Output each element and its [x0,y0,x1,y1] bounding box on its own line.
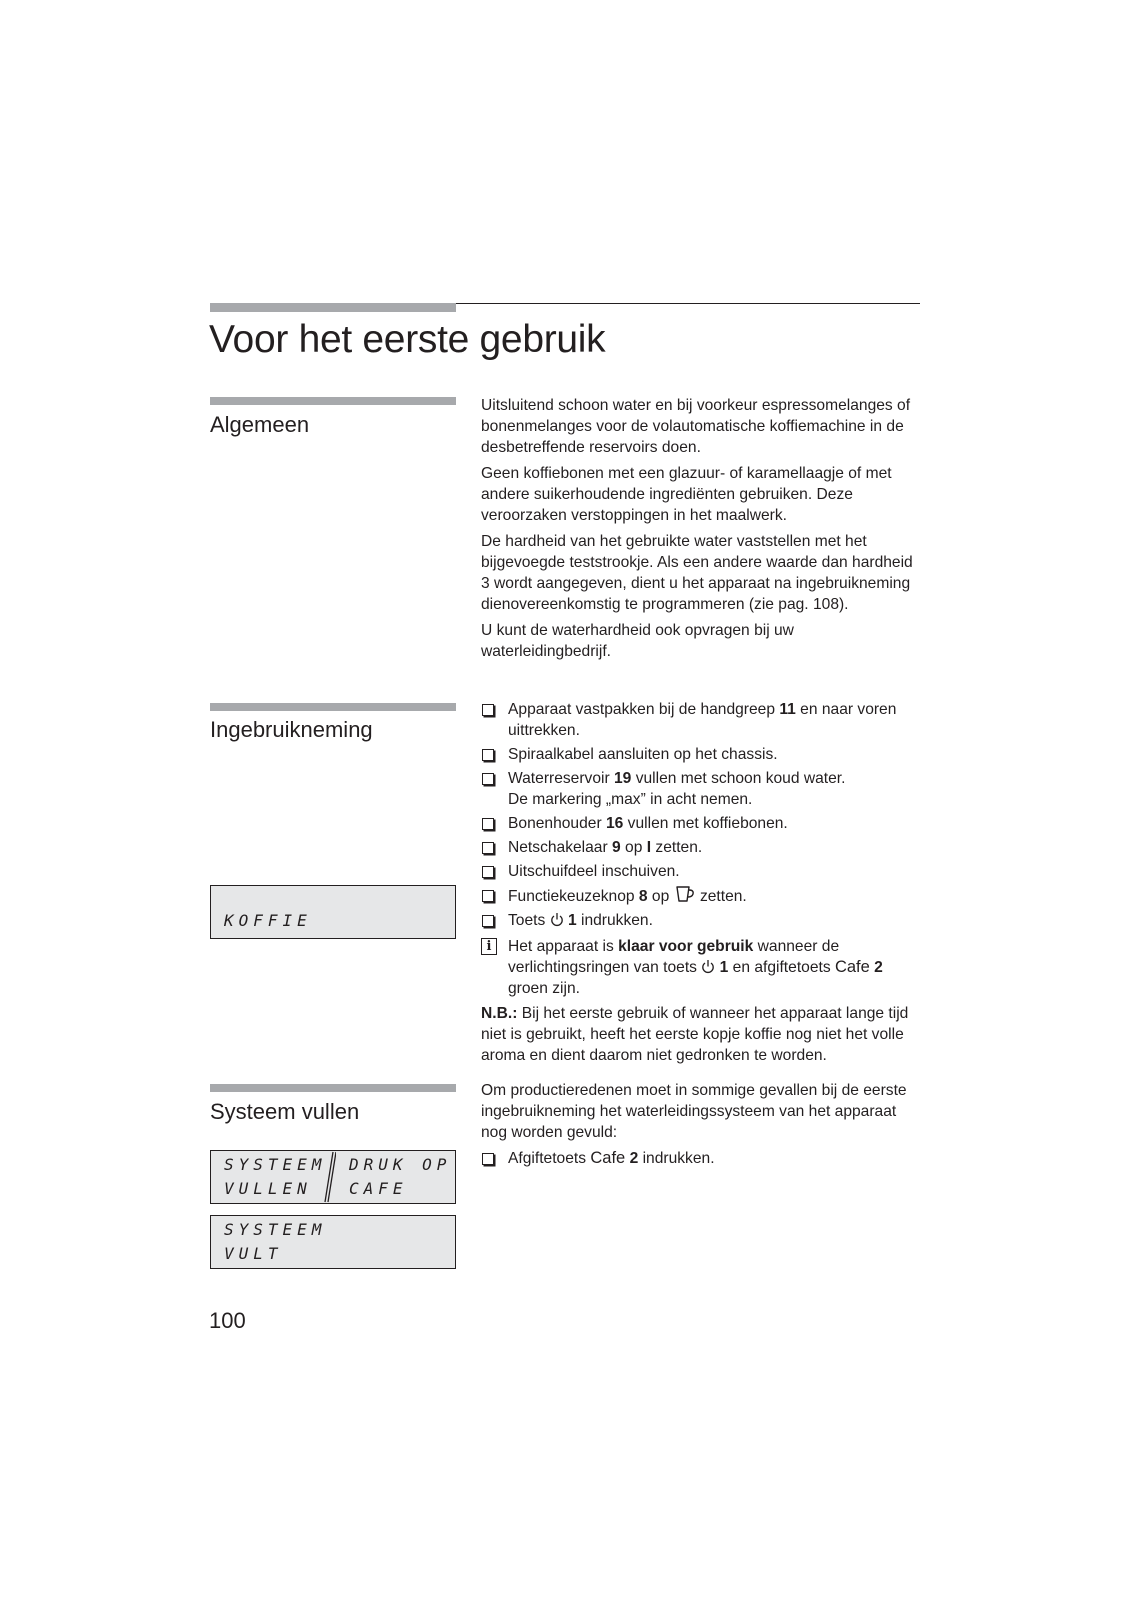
checkbox-bullet-icon [482,866,494,878]
checkbox-bullet-icon [482,818,494,830]
section-heading-ingebruikneming: Ingebruikneming [210,717,373,742]
lcd-line: VULLEN [224,1179,312,1198]
lcd-text: KOFFIE [224,911,312,930]
page-number: 100 [209,1308,246,1333]
lcd-display-systeem-vullen [210,1150,456,1204]
ingebruikneming-body [481,699,921,1071]
title-rule-thin [456,303,920,304]
power-icon [550,912,564,927]
note-paragraph: N.B.: Bij het eerste gebruik of wanneer het apparaat lange tijd niet is gebruikt, heeft het eerste kopje koffie nog niet het volle aroma en dient daarom niet gedronken te worden. [481,1005,909,1064]
list-item: Netschakelaar 9 op I zetten. [481,837,921,858]
lcd-line: DRUK OP [349,1155,452,1174]
list-item: Apparaat vastpakken bij de handgreep 11 en naar voren uittrekken. [481,699,921,741]
lcd-line: SYSTEEM [224,1155,327,1174]
list-item: Uitschuifdeel inschuiven. [481,861,921,882]
paragraph: Geen koffiebonen met een glazuur- of karamellaagje of met andere suikerhoudende ingrediënten gebruiken. Deze veroorzaken verstoppingen in het maalwerk. [481,465,892,524]
power-icon [701,959,715,974]
cafe-key-label: Cafe [834,958,870,976]
lcd-line: VULT [224,1244,283,1263]
list-item: Bonenhouder 16 vullen met koffiebonen. [481,813,921,834]
systeem-body [481,1080,921,1172]
paragraph: De hardheid van het gebruikte water vaststellen met het bijgevoegde teststrookje. Als een andere waarde dan hardheid 3 wordt aangegeven, dient u het apparaat na ingebruikneming dienovereenkomstig te programmeren (zie pag. 108). [481,533,913,613]
checkbox-bullet-icon [482,890,494,902]
cafe-key-label: Cafe [590,1149,626,1167]
checkbox-bullet-icon [482,749,494,761]
checkbox-bullet-icon [482,704,494,716]
coffee-cup-icon [674,885,696,903]
lcd-separator-icon [322,1151,336,1203]
checkbox-bullet-icon [482,842,494,854]
list-item: Waterreservoir 19 vullen met schoon koud water. De markering „max” in acht nemen. [481,768,921,810]
page-title: Voor het eerste gebruik [209,318,606,361]
section-bar-ingebruikneming [210,703,456,711]
checkbox-bullet-icon [482,915,494,927]
lcd-display-koffie [210,885,456,939]
paragraph: Om productieredenen moet in sommige gevallen bij de eerste ingebruikneming het waterleidingssysteem van het apparaat nog worden gevuld: [481,1082,907,1141]
list-item: Afgiftetoets Cafe 2 indrukken. [481,1148,921,1169]
lcd-display-systeem-vult [210,1215,456,1269]
lcd-line: CAFE [349,1179,408,1198]
algemeen-body [481,395,921,667]
lcd-line: SYSTEEM [224,1220,327,1239]
list-item: Spiraalkabel aansluiten op het chassis. [481,744,921,765]
paragraph: Uitsluitend schoon water en bij voorkeur espressomelanges of bonenmelanges voor de volautomatische koffiemachine in de desbetreffende reservoirs doen. [481,397,911,456]
checkbox-bullet-icon [482,773,494,785]
list-item: Functiekeuzeknop 8 op zetten. [481,885,921,907]
section-heading-algemeen: Algemeen [210,412,310,437]
list-item: Toets 1 indrukken. [481,910,921,931]
section-bar-systeem [210,1084,456,1092]
section-bar-algemeen [210,397,456,405]
checkbox-bullet-icon [482,1153,494,1165]
title-rule-thick [210,303,456,312]
section-heading-systeem: Systeem vullen [210,1099,360,1124]
paragraph: U kunt de waterhardheid ook opvragen bij uw waterleidingbedrijf. [481,622,794,660]
info-icon: i [481,938,497,955]
info-note: i Het apparaat is klaar voor gebruik wanneer de verlichtingsringen van toets 1 en afgiftetoets Cafe 2 groen zijn. [481,936,921,999]
